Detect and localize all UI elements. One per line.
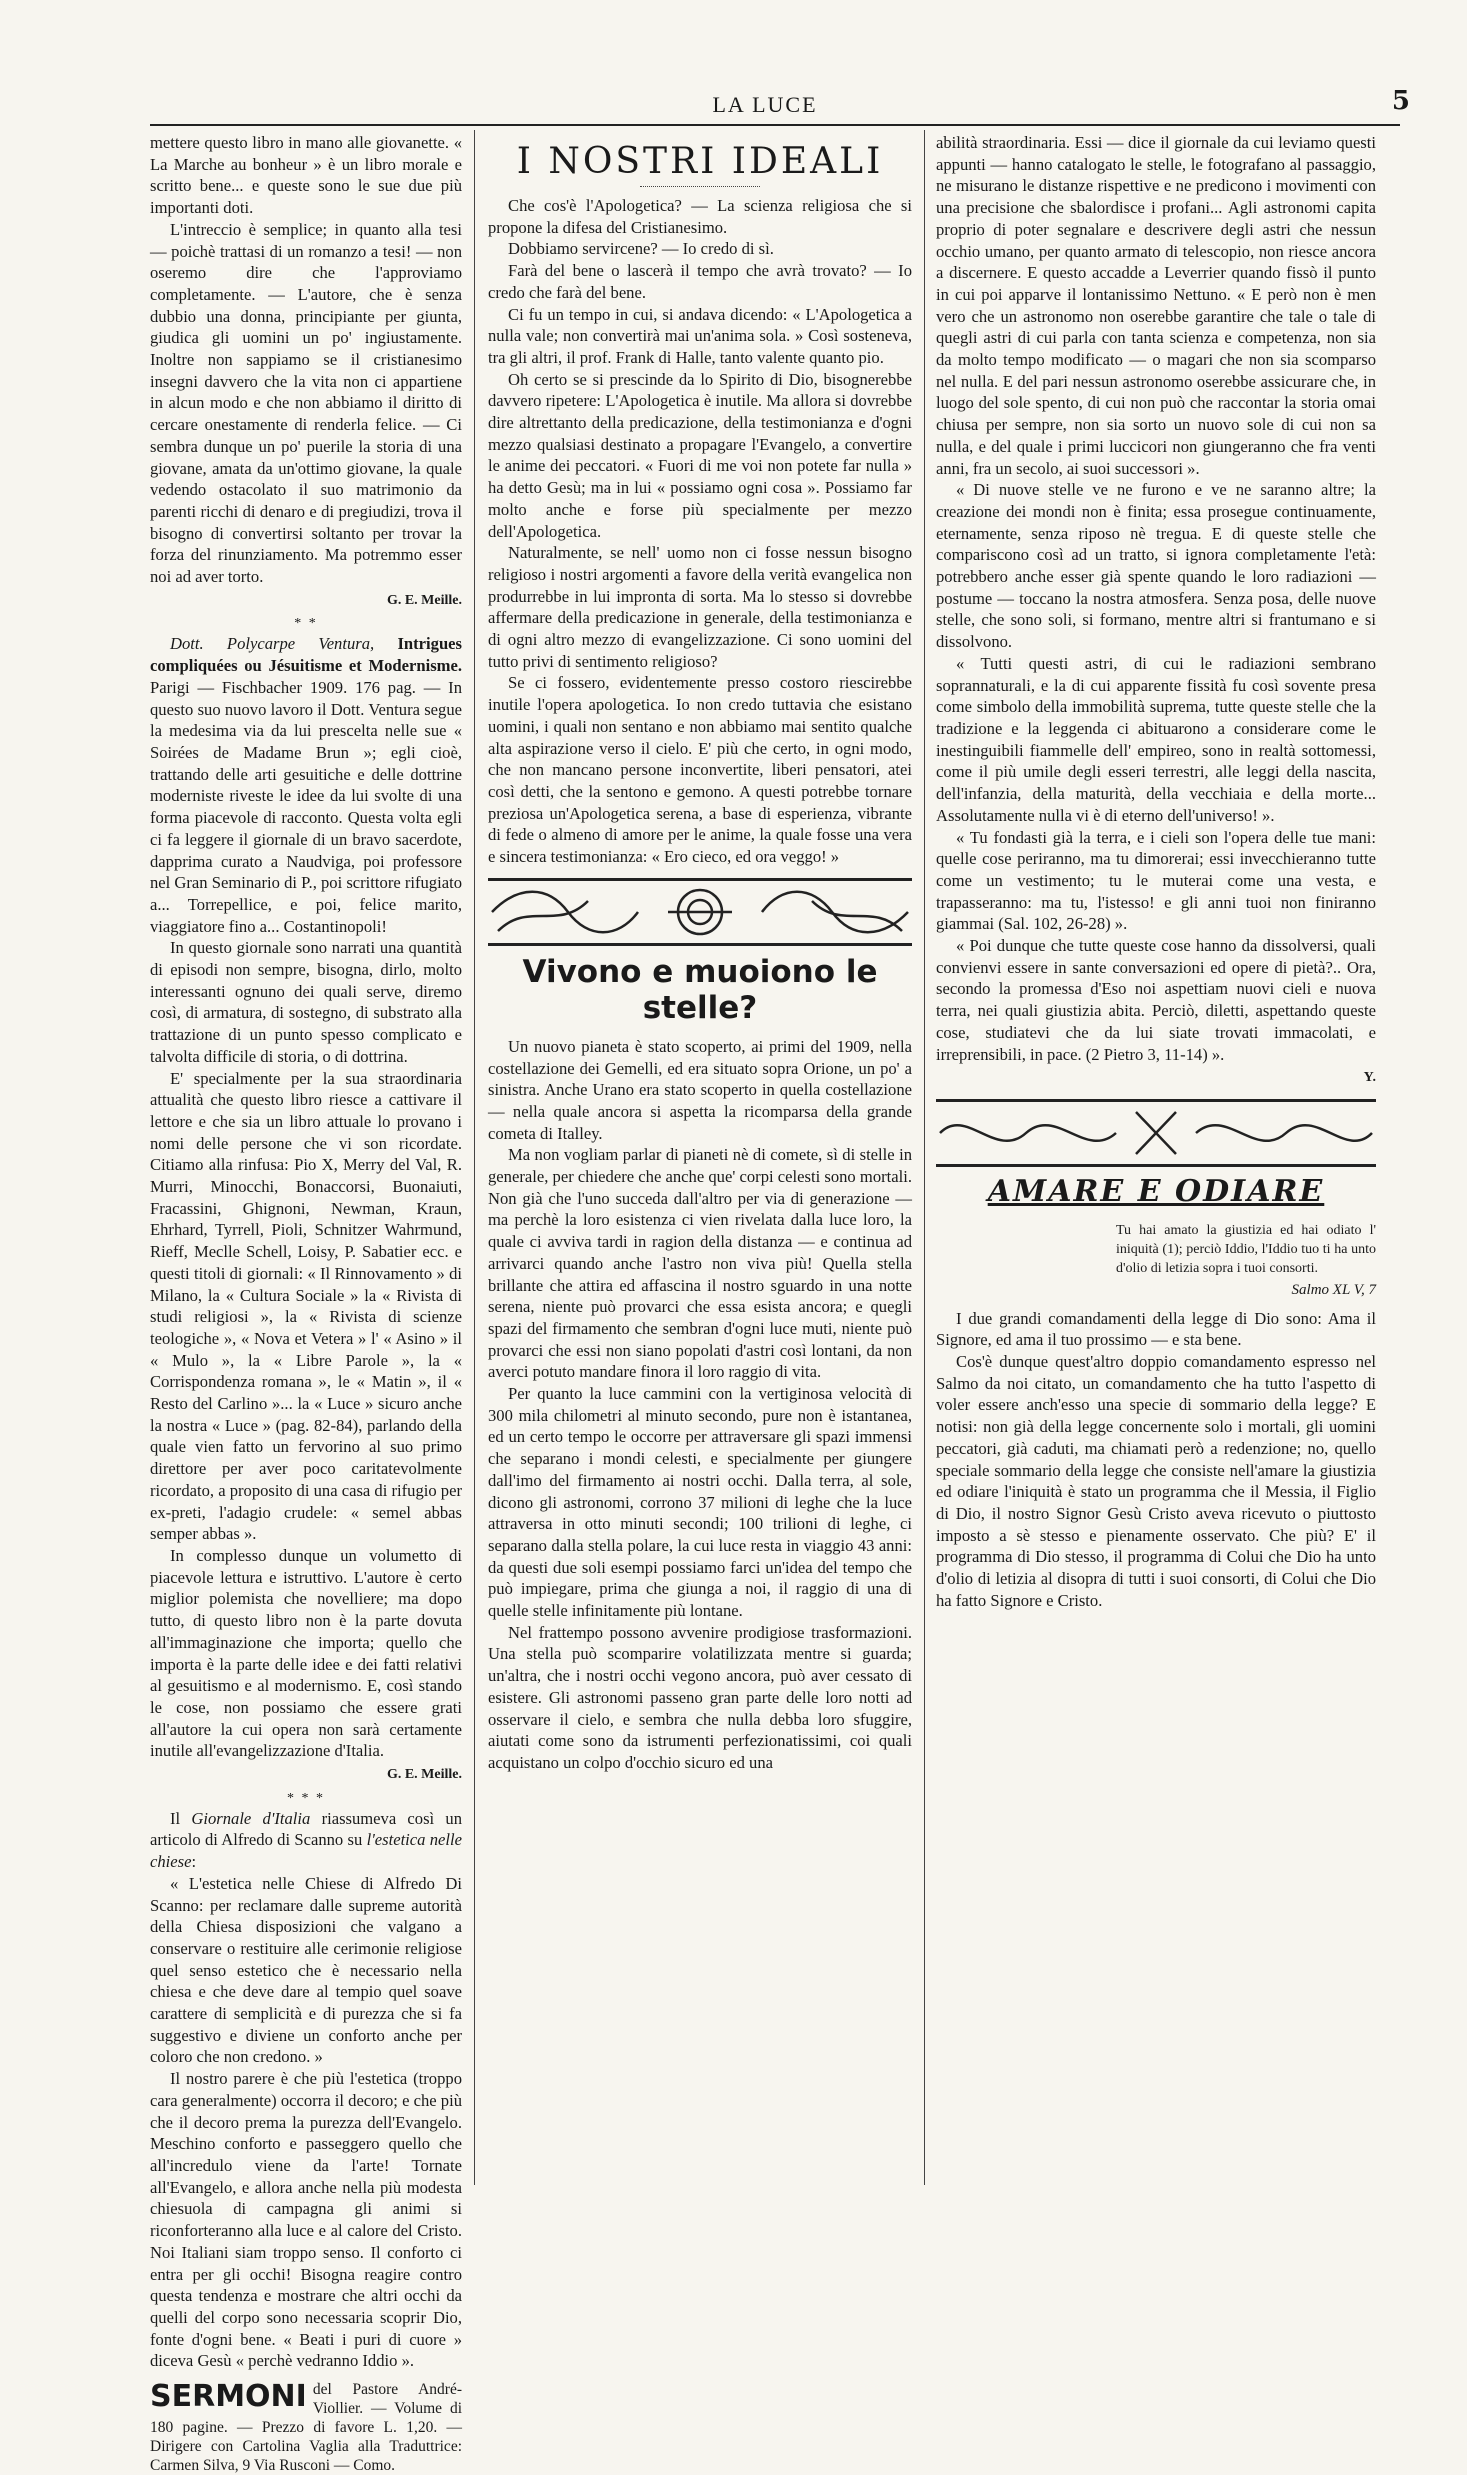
paragraph: « Tutti questi astri, di cui le radiazioni sembrano soprannaturali, e la di cui apparente fissità fu così sovente presa come simbolo della immobilità suprema, tutte queste stelle che la tradizione e la leggenda ci abituarono a considerare come le inestinguibili fiammelle dell' empireo, sono in realtà sottomessi, come il più umile degli esseri terrestri, alle leggi della nascita, dell'infanzia, della maturità, della vecchiaia e della morte... Assolutamente nulla vi è di eterno dell'universo! ». <box>936 653 1376 825</box>
quote-paragraph: « L'estetica nelle Chiese di Alfredo Di Scanno: per reclamare dalle supreme autorità della Chiesa disposizioni che valgano a conservare o restituire alle cerimonie religiose quel senso estetico che è necessario nella chiesa e che deve dare al tempio quel soave carattere di semplicità e di purezza che si fa suggestivo e diviene un conforto anche per coloro che non credono. » <box>150 1873 462 2067</box>
column-right <box>936 132 1376 2185</box>
page-header <box>150 86 1410 122</box>
epigraph-source: Salmo XL V, 7 <box>1291 1281 1376 1298</box>
section-separator: * * * <box>287 1790 325 1806</box>
paragraph: « Poi dunque che tutte queste cose hanno da dissolversi, quali convienvi essere in sante conversazioni ed opere di pietà?.. Ora, secondo la promessa d'Eso noi aspettiam nuovi cieli e nuova terra, nei quali giustizia abita. Perciò, diletti, aspettando queste cose, studiatevi che da lui siate trovati immacolati, e irreprensibili, in pace. (2 Pietro 3, 11-14) ». <box>936 936 1376 1064</box>
paragraph: Per quanto la luce cammini con la vertiginosa velocità di 300 mila chilometri al minuto secondo, pure non è istantanea, ed un certo tempo le occorre per attraversare gli spazi immensi che separano i mondi celesti, e specialmente per giungere dall'imo del firmamento ai nostri occhi. Dalla terra, al sole, dicono gli astronomi, corrono 37 milioni di leghe che la luce attraversa in otto minuti secondi; 100 trilioni di leghe, ci separano dalla stella polare, la cui luce resta in viaggio 43 anni: da questi due soli esempi possiamo farci un'idea del tempo che può impiegare, prima che giunga a noi, il raggio di una di quelle stelle infinitamente più lontane. <box>488 1384 912 1621</box>
column-left <box>150 132 462 2475</box>
paragraph: In complesso dunque un volumetto di piacevole lettura e istruttivo. L'autore è certo miglior polemista che novelliere; ma dopo tutto, di questo libro non è la parte dovuta all'immaginazione che importa; quello che importa è la parte delle idee e dei fatti relativi al gesuitismo e al modernismo. E, così stando le cose, non possiamo che essere grati all'autore la cui opera non sarà certamente inutile all'evangelizzazione d'Italia. <box>150 1546 462 1761</box>
epigraph: Tu hai amato la giustizia ed hai odiato l' iniquità (1); perciò Iddio, l'Iddio tuo ti ha unto d'olio di letizia sopra i tuoi consorti. <box>1116 1222 1376 1276</box>
paragraph: Dobbiamo servircene? — Io credo di sì. <box>508 239 774 259</box>
column-divider <box>924 130 925 2185</box>
article-title: I NOSTRI IDEALI <box>516 141 884 182</box>
article-title: AMARE E ODIARE <box>987 1173 1325 1209</box>
paragraph <box>150 1808 462 1873</box>
paragraph: Che cos'è l'Apologetica? — La scienza religiosa che si propone la difesa del Cristianesimo. <box>488 196 912 237</box>
review-paragraph <box>150 633 462 937</box>
section-separator: * * <box>294 616 318 632</box>
newspaper-name: Giornale d'Italia <box>191 1808 311 1828</box>
review-text: Parigi — Fischbacher 1909. 176 pag. — In questo suo nuovo lavoro il Dott. Ventura segue la medesima via da lui prescelta nelle sue « Soirées de Madame Brun »; egli cioè, trattando delle arti gesuitiche e delle dottrine moderniste riveste le idee da lui svolte di una forma piacevole di racconto. Questa volta egli ci fa leggere il giornale di un bravo sacerdote, dapprima curato a Naudviga, poi professore nel Gran Seminario di P., poi scrittore rifugiato a... Torrepellice, e poi, felice marito, viaggiatore fino a... Costantinopoli! <box>150 677 462 936</box>
article-title: l'estetica nelle chiese <box>150 1830 462 1872</box>
column-divider <box>474 130 475 2185</box>
paragraph: Se ci fossero, evidentemente presso costoro riescirebbe inutile l'opera apologetica. Io non credo tuttavia che esistano uomini, i quali non sentano e non abbiamo mai sentito qualche alta aspirazione verso il cielo. E' più che certo, in ogni modo, che non mancano persone inconvertite, liberi pensatori, atei così detti, che la sentono e gemono. A questi potrebbe tornare preziosa un'Apologetica serena, a base di esperienza, vibrante di fede o almeno di amore per le anime, la quale fosse una vera e sincera testimonianza: « Ero cieco, ed ora veggo! » <box>488 673 912 867</box>
review-author: Dott. Polycarpe Ventura, <box>170 634 375 654</box>
paragraph: Un nuovo pianeta è stato scoperto, ai primi del 1909, nella costellazione dei Gemelli, ed era situato sopra Orione, un po' a sinistra. Anche Urano era stato scoperto in quella costellazione — nella quale ancora si aspetta la ricomparsa della grande cometa di Italley. <box>488 1036 912 1143</box>
review-book-title: Intrigues compliquées ou Jésuitisme et Modernisme. <box>150 634 462 676</box>
paragraph: mettere questo libro in mano alle giovanette. « La Marche au bonheur » è un libro morale e scritto bene... e queste sono le sue due più importanti doti. <box>150 133 462 218</box>
signature: Y. <box>1363 1070 1376 1086</box>
paragraph: abilità straordinaria. Essi — dice il giornale da cui leviamo questi appunti — hanno catalogato le stelle, le fotografano al passaggio, ne misurano le distanze rispettive e ne predicono i movimenti con una precisione che sbalordisce i profani... Agli astronomi capita proprio di poter segnalare e descrivere degli astri che nessun occhio umano, per quanto armato di telescopio, non riesce ancora a discernere. E questo accadde a Leverrier quando fissò il punto in cui poi apparve il lontanissimo Nettuno. « E però non è men vero che un astronomo non oserebbe garantire che tale o tale di quegli astri di cui parla con tanta scienza e competenza, non sia da molto tempo modificato — o magari che non sia scomparso nel nulla. E del pari nessun astronomo oserebbe assicurare che, in luogo del sole spento, di cui non può che raccontar la storia omai chiusa per sempre, non sia sorto un nuovo sole di cui non sa nulla, e del quale i primi luccicori non giungeranno che fra venti anni, fra un secolo, ai suoi successori ». <box>936 133 1376 478</box>
header-rule <box>150 124 1400 126</box>
column-middle <box>488 132 912 2185</box>
signature: G. E. Meille. <box>386 592 462 608</box>
paragraph: E' specialmente per la sua straordinaria attualità che questo libro riesce a cattivare il lettore e che sia un libro attuale lo provano i nomi delle persone che vi son ricordate. Citiamo alla rinfusa: Pio X, Merry del Val, R. Murri, Minocchi, Bonaccorsi, Buonaiuti, Fracassini, Ghignoni, Newman, Kraun, Ehrhard, Tyrrell, Pioli, Schnitzer Wahrmund, Rieff, Meclle Schell, Loisy, P. Sabatier ecc. e questi titoli di giornali: « Il Rinnovamento » di Milano, la « Cultura Sociale » la « Rivista di studi religiosi », la « Rivista di scienze teologiche », « Nova et Vetera » l' « Asino » il « Mulo », la « Libre Parole », la « Corrispondenza romana », le « Matin », il « Resto del Carlino »... la « Luce » sicuro anche la nostra « Luce » (pag. 82-84), parlando della quale vien fatto un fervorino al suo primo direttore per aver poco caritatevolmente ricordato, a proposito di una casa di rifugio per ex-preti, l'adagio crudele: « semel abbas semper abbas ». <box>150 1068 462 1544</box>
decorative-ornament <box>936 1099 1376 1167</box>
paragraph: Farà del bene o lascerà il tempo che avrà trovato? — Io credo che farà del bene. <box>488 261 912 302</box>
title-rule <box>640 186 760 187</box>
paragraph: Il nostro parere è che più l'estetica (troppo cara generalmente) occorra il decoro; e che più che il decoro prema la purezza dell'Evangelo. Meschino conforto e passeggero quello che all'incredulo viene da l'arte! Tornate all'Evangelo, e allora anche nella più modesta chiesuola di campagna gli animi si riconforteranno alla luce e al calore del Cristo. Noi Italiani siam troppo senso. Il conforto ci entra per gli occhi! Bisogna reagire contro questa tendenza e mostrare che altri occhi da quelli del corpo sono necessaria scoprir Dio, fonte d'ogni bene. « Beati i puri di cuore » diceva Gesù « perchè vedranno Iddio ». <box>150 2069 462 2371</box>
paragraph: Cos'è dunque quest'altro doppio comandamento espresso nel Salmo da noi citato, un comandamento che ha tutto l'aspetto di voler essere anch'esso una specie di sommario della legge? E notisi: non già della legge concernente solo i mortali, gli uomini peccatori, già caduti, ma chiamati però a redenzione; no, quello speciale sommario della legge che consiste nell'amare la giustizia ed odiare l'iniquità è stato un programma che il Messia, il Figlio di Dio, il nostro Signor Gesù Cristo aveva ricevuto o piuttosto imposto a sè stesso e pienamente osservato. Che più? E' il programma di Dio stesso, il programma di Colui che Dio ha unto d'olio di letizia al disopra di tutti i suoi consorti, di Colui che Dio ha fatto Signore e Cristo. <box>936 1352 1376 1610</box>
text-run: Il <box>170 1808 181 1828</box>
signature: G. E. Meille. <box>386 1767 462 1783</box>
paragraph: Ci fu un tempo in cui, si andava dicendo: « L'Apologetica a nulla vale; non convertirà mai un'anima sola. » Così sosteneva, tra gli altri, il prof. Frank di Halle, tanto valente quanto pio. <box>488 304 912 367</box>
paragraph: « Tu fondasti già la terra, e i cieli son l'opera delle tue mani: quelle cose periranno, ma tu dimorerai; essi invecchieranno tutte come un vestimento; tu le muterai come una vesta, e trapasseranno: ma tu, l'istesso! e gli anni tuoi non finiranno giammai (Sal. 102, 26-28) ». <box>936 827 1376 934</box>
decorative-ornament <box>488 878 912 946</box>
paragraph: Ma non vogliam parlar di pianeti nè di comete, sì di stelle in generale, per chiedere che anche que' corpi celesti sono mortali. Non già che l'uno succeda dall'altro per via di generazione — ma perchè la loro esistenza ci vien rivelata dalla luce loro, la quale ci avviva tardi in ragion della distanza — e continua ad arrivarci quando anche l'astro non viva più! Quella stella brillante che attira ed affascina il nostro sguardo in una notte serena, niente può provarci che essa esista ancora; e quegli spazi del firmamento che sembran d'ogni luce muti, niente può provarci che essi non siano popolati d'astri così lontani, da non averci potuto mandare finora il loro raggio di vita. <box>488 1145 912 1382</box>
paragraph: Nel frattempo possono avvenire prodigiose trasformazioni. Una stella può scomparire volatilizzata mentre si guarda; un'altra, che i nostri occhi vegono ancora, può aver cessato di esistere. Gli astronomi passeno gran parte delle loro notti ad osservare il cielo, e sembra che nulla debba loro sfuggire, aiutati come sono da istrumenti perfezionatissimi, coi quali acquistano un colpo d'occhio sicuro ed una <box>488 1622 912 1772</box>
text-run: riassumeva così un articolo di Alfredo di Scanno su <box>150 1808 462 1850</box>
advertisement <box>150 2380 462 2475</box>
paragraph: Oh certo se si prescinde da lo Spirito di Dio, bisognerebbe davvero ripetere: L'Apologetica è inutile. Ma allora si dovrebbe dire altrettanto della predicazione, della testimonianza e d'ogni mezzo qualsiasi destinato a propagare l'Evangelo, a convertire le anime dei peccatori. « Fuori di me voi non potete far nulla » ha detto Gesù; ma in lui « possiamo ogni cosa ». Possiamo far molto anche e forse più specialmente per mezzo dell'Apologetica. <box>488 369 912 541</box>
paragraph: L'intreccio è semplice; in quanto alla tesi — poichè trattasi di un romanzo a tesi! — non oseremo dire che l'approviamo completamente. — L'autore, che è senza dubbio una donna, principiante per giunta, giudica gli uomini un po' ingiustamente. Inoltre non sappiamo se il cristianesimo insegni davvero che la vita non ci appartiene in alcun modo e che non abbiamo il diritto di cercare onestamente di renderla felice. — Ci sembra dunque un po' puerile la storia di una giovane, amata da un'ottimo giovane, la quale vedendo ostacolato il suo matrimonio da parenti ricchi di denaro e di pregiudizi, trova il bisogno di convertirsi soltanto per trovar la forza del rinunziamento. Ma potremmo esser noi ad aver torto. <box>150 219 462 587</box>
paragraph: Naturalmente, se nell' uomo non ci fosse nessun bisogno religioso i nostri argomenti a favore della verità evangelica non produrrebbe in lui impronta di sorta. Ma lo stesso si dovrebbe affermare della predicazione in generale, della testimonianza e di ogni altro mezzo di evangelizzazione. Ci sono uomini del tutto privi di sentimento religioso? <box>488 543 912 671</box>
newspaper-title: LA LUCE <box>712 92 818 117</box>
paragraph: I due grandi comandamenti della legge di Dio sono: Ama il Signore, ed ama il tuo prossimo — e sta bene. <box>936 1308 1376 1350</box>
text-run: : <box>191 1852 197 1872</box>
paragraph: In questo giornale sono narrati una quantità di episodi non sempre, bisogna, dirlo, molto interessanti ognuno dei quali serve, diremo così, di armatura, di sostegno, di substrato alla trattazione di un punto spesso complicato e talvolta difficile di storia, o di dottrina. <box>150 938 462 1066</box>
page-number: 5 <box>1391 86 1410 116</box>
ad-text: del Pastore André-Viollier. — Volume di 180 pagine. — Prezzo di favore L. 1,20. — Dirigere con Cartolina Vaglia alla Traduttrice: Carmen Silva, 9 Via Rusconi — Como. <box>150 2381 462 2475</box>
article-title: Vivono e muoiono le stelle? <box>522 953 878 1026</box>
ad-headline: SERMONI <box>150 2379 307 2415</box>
paragraph: « Di nuove stelle ve ne furono e ve ne saranno altre; la creazione dei mondi non è finita; essa prosegue continuamente, eternamente, senza riposo nè tregua. E di queste stelle che compariscono così ad un tratto, si ignora completamente l'età: potrebbero anche esser già spente quando le loro radiazioni — postume — toccano la nostra atmosfera. Senza posa, delle nuove stelle, che sono soli, si formano, mentre altri si frantumano e si dissolvono. <box>936 480 1376 652</box>
